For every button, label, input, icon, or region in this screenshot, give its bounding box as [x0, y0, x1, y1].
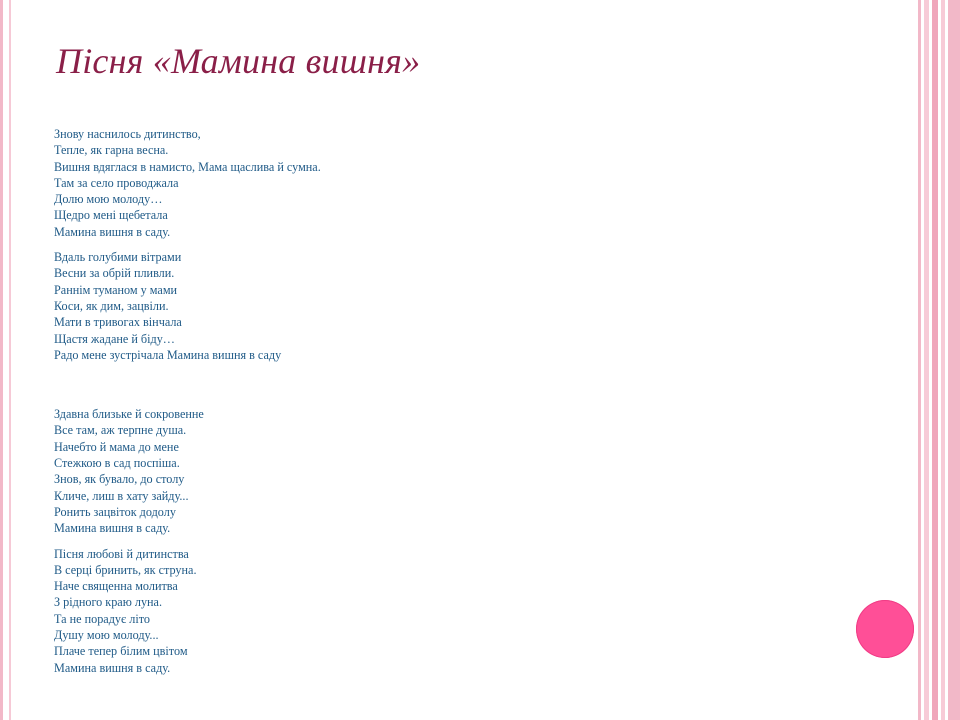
lyric-line: Щастя жадане й біду… [54, 331, 175, 346]
lyric-line: В серці бринить, як струна. [54, 562, 197, 577]
lyric-line: Вишня вдяглася в намисто, Мама щаслива й сумна. [54, 159, 321, 174]
lyric-line: З рідного краю луна. [54, 595, 163, 610]
verse [54, 249, 834, 363]
verse [54, 546, 834, 676]
left-border-decoration [0, 0, 11, 720]
right-stripe-decoration [941, 0, 945, 720]
lyric-line: Пісня любові й дитинства [54, 546, 189, 561]
lyric-line: Мамина вишня в саду. [54, 521, 171, 536]
lyric-line: Весни за обрій пливли. [54, 266, 175, 281]
lyric-line: Тепле, як гарна весна. [54, 143, 169, 158]
lyric-line: Душу мою молоду... [54, 628, 159, 643]
lyric-line: Здавна близьке й сокровенне [54, 407, 204, 422]
lyric-line: Щедро мені щебетала [54, 208, 168, 223]
lyric-line: Мамина вишня в саду. [54, 224, 171, 239]
lyric-line: Плаче тепер білим цвітом [54, 644, 188, 659]
lyric-line: Мамина вишня в саду. [54, 660, 171, 675]
lyric-line: Стежкою в сад поспіша. [54, 456, 180, 471]
slide-title: Пісня «Мамина вишня» [56, 41, 421, 81]
lyric-line: Коси, як дим, зацвіли. [54, 298, 169, 313]
lyric-line: Мати в тривогах вінчала [54, 315, 182, 330]
right-stripe-decoration [918, 0, 921, 720]
lyric-line: Знов, як бувало, до столу [54, 472, 185, 487]
lyric-line: Там за село проводжала [54, 175, 179, 190]
lyric-line: Ронить зацвіток додолу [54, 504, 176, 519]
lyric-line: Радо мене зустрічала Мамина вишня в саду [54, 347, 282, 362]
lyric-line: Та не порадує літо [54, 611, 150, 626]
lyric-line: Долю мою молоду… [54, 192, 163, 207]
lyric-line: Наче священна молитва [54, 579, 178, 594]
verse [54, 406, 834, 536]
right-stripe-decoration [924, 0, 929, 720]
right-stripe-decoration [932, 0, 938, 720]
lyric-line: Начебто й мама до мене [54, 439, 179, 454]
song-lyrics [54, 126, 834, 676]
lyric-line: Вдаль голубими вітрами [54, 250, 182, 265]
pink-circle-decoration [856, 600, 914, 658]
lyric-line: Знову наснилось дитинство, [54, 127, 201, 141]
lyric-line: Кличе, лиш в хату зайду... [54, 488, 189, 503]
lyric-line: Раннім туманом у мами [54, 282, 178, 297]
verse [54, 126, 834, 240]
lyric-line: Все там, аж терпне душа. [54, 423, 187, 438]
right-stripe-decoration [948, 0, 960, 720]
